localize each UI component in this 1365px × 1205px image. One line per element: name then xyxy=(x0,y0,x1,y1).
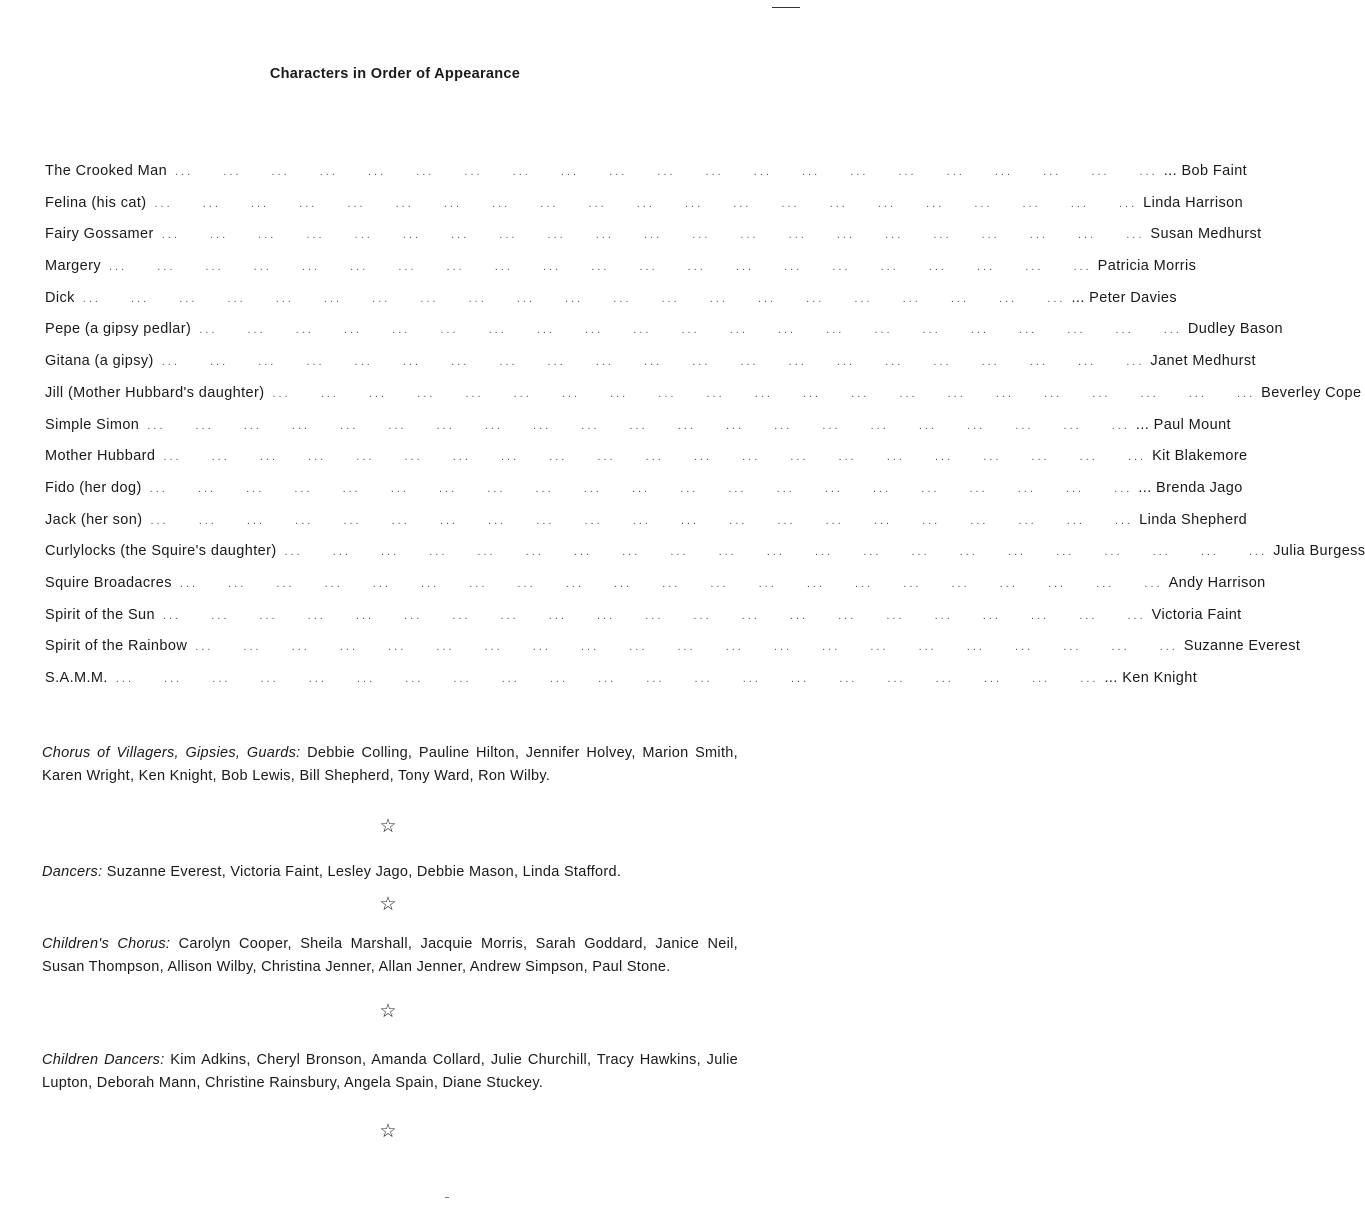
role-name: Squire Broadacres xyxy=(45,574,172,591)
star-icon: ☆ xyxy=(379,1001,397,1022)
childrens-chorus-names: Carolyn Cooper, Sheila Marshall, Jacquie Morris, Sarah Goddard, Janice Neil, Susan Thompson, Allison Wilby, Christina Jenner, Allan Jenner, Andrew Simpson, Paul Stone. xyxy=(42,936,738,975)
childrens-chorus-section xyxy=(42,933,738,978)
actor-name: Dudley Bason xyxy=(1187,321,1283,338)
cast-row xyxy=(45,289,1177,322)
chorus-label: Chorus of Villagers, Gipsies, Guards: xyxy=(42,745,301,761)
chorus-section xyxy=(42,742,738,787)
role-name: Felina (his cat) xyxy=(45,194,147,211)
actor-name: ... Brenda Jago xyxy=(1138,479,1243,496)
cast-row xyxy=(45,226,1262,258)
cast-row xyxy=(45,448,1248,480)
dot-leader: ... ... ... ... ... ... ... ... ... ... ... ... ... ... ... ... ... ... ... ... ... xyxy=(195,641,1178,654)
cast-row xyxy=(45,479,1243,512)
actor-name: ... Bob Faint xyxy=(1163,163,1248,179)
dot-leader: ... ... ... ... ... ... ... ... ... ... ... ... ... ... ... ... ... ... ... ... ... xyxy=(82,292,1066,305)
role-name: Margery xyxy=(45,258,101,275)
actor-name: ... Peter Davies xyxy=(1071,289,1177,306)
actor-name: Andy Harrison xyxy=(1168,574,1266,591)
dot-leader: ... ... ... ... ... ... ... ... ... ... ... ... ... ... ... ... ... ... ... ... ... xyxy=(272,387,1256,400)
role-name: Fairy Gossamer xyxy=(45,226,154,243)
dot-leader: ... ... ... ... ... ... ... ... ... ... ... ... ... ... ... ... ... ... ... ... ... xyxy=(163,451,1147,464)
page-mark xyxy=(445,1197,449,1198)
dot-leader: ... ... ... ... ... ... ... ... ... ... ... ... ... ... ... ... ... ... ... ... ... xyxy=(175,166,1158,178)
dot-leader: ... ... ... ... ... ... ... ... ... ... ... ... ... ... ... ... ... ... ... ... ... xyxy=(149,482,1133,495)
dancers-section xyxy=(42,861,738,884)
star-icon: ☆ xyxy=(379,816,397,837)
role-name: The Crooked Man xyxy=(45,163,168,179)
cast-row xyxy=(45,384,1362,417)
actor-name: Linda Harrison xyxy=(1143,194,1244,211)
corner-mark xyxy=(772,7,800,8)
actor-name: Beverley Cope xyxy=(1261,384,1362,401)
dot-leader: ... ... ... ... ... ... ... ... ... ... ... ... ... ... ... ... ... ... ... ... ... xyxy=(179,577,1163,590)
role-name: Jill (Mother Hubbard's daughter) xyxy=(45,384,265,401)
actor-name: Kit Blakemore xyxy=(1152,448,1248,465)
dot-leader: ... ... ... ... ... ... ... ... ... ... ... ... ... ... ... ... ... ... ... ... ... xyxy=(154,197,1138,210)
children-dancers-section xyxy=(42,1049,738,1094)
cast-row xyxy=(45,638,1301,670)
children-dancers-label: Children Dancers: xyxy=(42,1052,165,1068)
role-name: Dick xyxy=(45,289,75,306)
childrens-chorus-label: Children's Chorus: xyxy=(42,936,171,952)
dot-leader: ... ... ... ... ... ... ... ... ... ... ... ... ... ... ... ... ... ... ... ... ... xyxy=(284,546,1268,559)
dot-leader: ... ... ... ... ... ... ... ... ... ... ... ... ... ... ... ... ... ... ... ... ... xyxy=(147,419,1130,432)
dot-leader: ... ... ... ... ... ... ... ... ... ... ... ... ... ... ... ... ... ... ... ... ... xyxy=(162,609,1146,622)
cast-list xyxy=(45,163,1365,702)
role-name: Curlylocks (the Squire's daughter) xyxy=(45,543,277,560)
star-icon: ☆ xyxy=(379,894,397,915)
cast-row xyxy=(45,670,1198,702)
dancers-label: Dancers: xyxy=(42,864,103,880)
star-icon: ☆ xyxy=(379,1121,397,1142)
role-name: Mother Hubbard xyxy=(45,448,156,465)
actor-name: Patricia Morris xyxy=(1097,258,1197,275)
role-name: Fido (her dog) xyxy=(45,479,142,496)
actor-name: Janet Medhurst xyxy=(1150,353,1256,370)
chorus-names: Debbie Colling, Pauline Hilton, Jennifer Holvey, Marion Smith, Karen Wright, Ken Knight, Bob Lewis, Bill Shepherd, Tony Ward, Ron Wilby. xyxy=(42,745,738,784)
role-name: Spirit of the Sun xyxy=(45,606,155,623)
role-name: Spirit of the Rainbow xyxy=(45,638,188,655)
role-name: Gitana (a gipsy) xyxy=(45,353,154,370)
cast-row xyxy=(45,574,1266,607)
cast-row xyxy=(45,511,1248,544)
cast-row xyxy=(45,163,1248,195)
role-name: Jack (her son) xyxy=(45,511,143,528)
dot-leader: ... ... ... ... ... ... ... ... ... ... ... ... ... ... ... ... ... ... ... ... ... xyxy=(115,673,1099,685)
actor-name: Suzanne Everest xyxy=(1183,638,1301,655)
cast-row xyxy=(45,321,1283,353)
role-name: Pepe (a gipsy pedlar) xyxy=(45,321,192,338)
actor-name: ... Paul Mount xyxy=(1135,416,1231,433)
dot-leader: ... ... ... ... ... ... ... ... ... ... ... ... ... ... ... ... ... ... ... ... ... xyxy=(161,229,1145,242)
actor-name: Linda Shepherd xyxy=(1139,511,1248,528)
cast-row xyxy=(45,258,1197,290)
dot-leader: ... ... ... ... ... ... ... ... ... ... ... ... ... ... ... ... ... ... ... ... ... xyxy=(199,324,1182,337)
page-title: Characters in Order of Appearance xyxy=(269,66,521,82)
actor-name: Julia Burgess xyxy=(1273,543,1365,560)
children-dancers-names: Kim Adkins, Cheryl Bronson, Amanda Collard, Julie Churchill, Tracy Hawkins, Julie Lupton, Deborah Mann, Christine Rainsbury, Angela Spain, Diane Stuckey. xyxy=(42,1052,738,1091)
actor-name: ... Ken Knight xyxy=(1104,670,1198,686)
dot-leader: ... ... ... ... ... ... ... ... ... ... ... ... ... ... ... ... ... ... ... ... ... xyxy=(108,261,1092,274)
role-name: Simple Simon xyxy=(45,416,140,433)
dot-leader: ... ... ... ... ... ... ... ... ... ... ... ... ... ... ... ... ... ... ... ... ... xyxy=(150,514,1134,527)
actor-name: Victoria Faint xyxy=(1151,606,1242,623)
dancers-names: Suzanne Everest, Victoria Faint, Lesley Jago, Debbie Mason, Linda Stafford. xyxy=(106,864,622,880)
cast-row xyxy=(45,194,1244,227)
actor-name: Susan Medhurst xyxy=(1150,226,1262,243)
cast-row xyxy=(45,353,1256,385)
dot-leader: ... ... ... ... ... ... ... ... ... ... ... ... ... ... ... ... ... ... ... ... ... xyxy=(161,356,1145,369)
cast-row xyxy=(45,543,1365,575)
cast-row xyxy=(45,416,1231,449)
role-name: S.A.M.M. xyxy=(45,670,108,686)
cast-row xyxy=(45,606,1242,639)
